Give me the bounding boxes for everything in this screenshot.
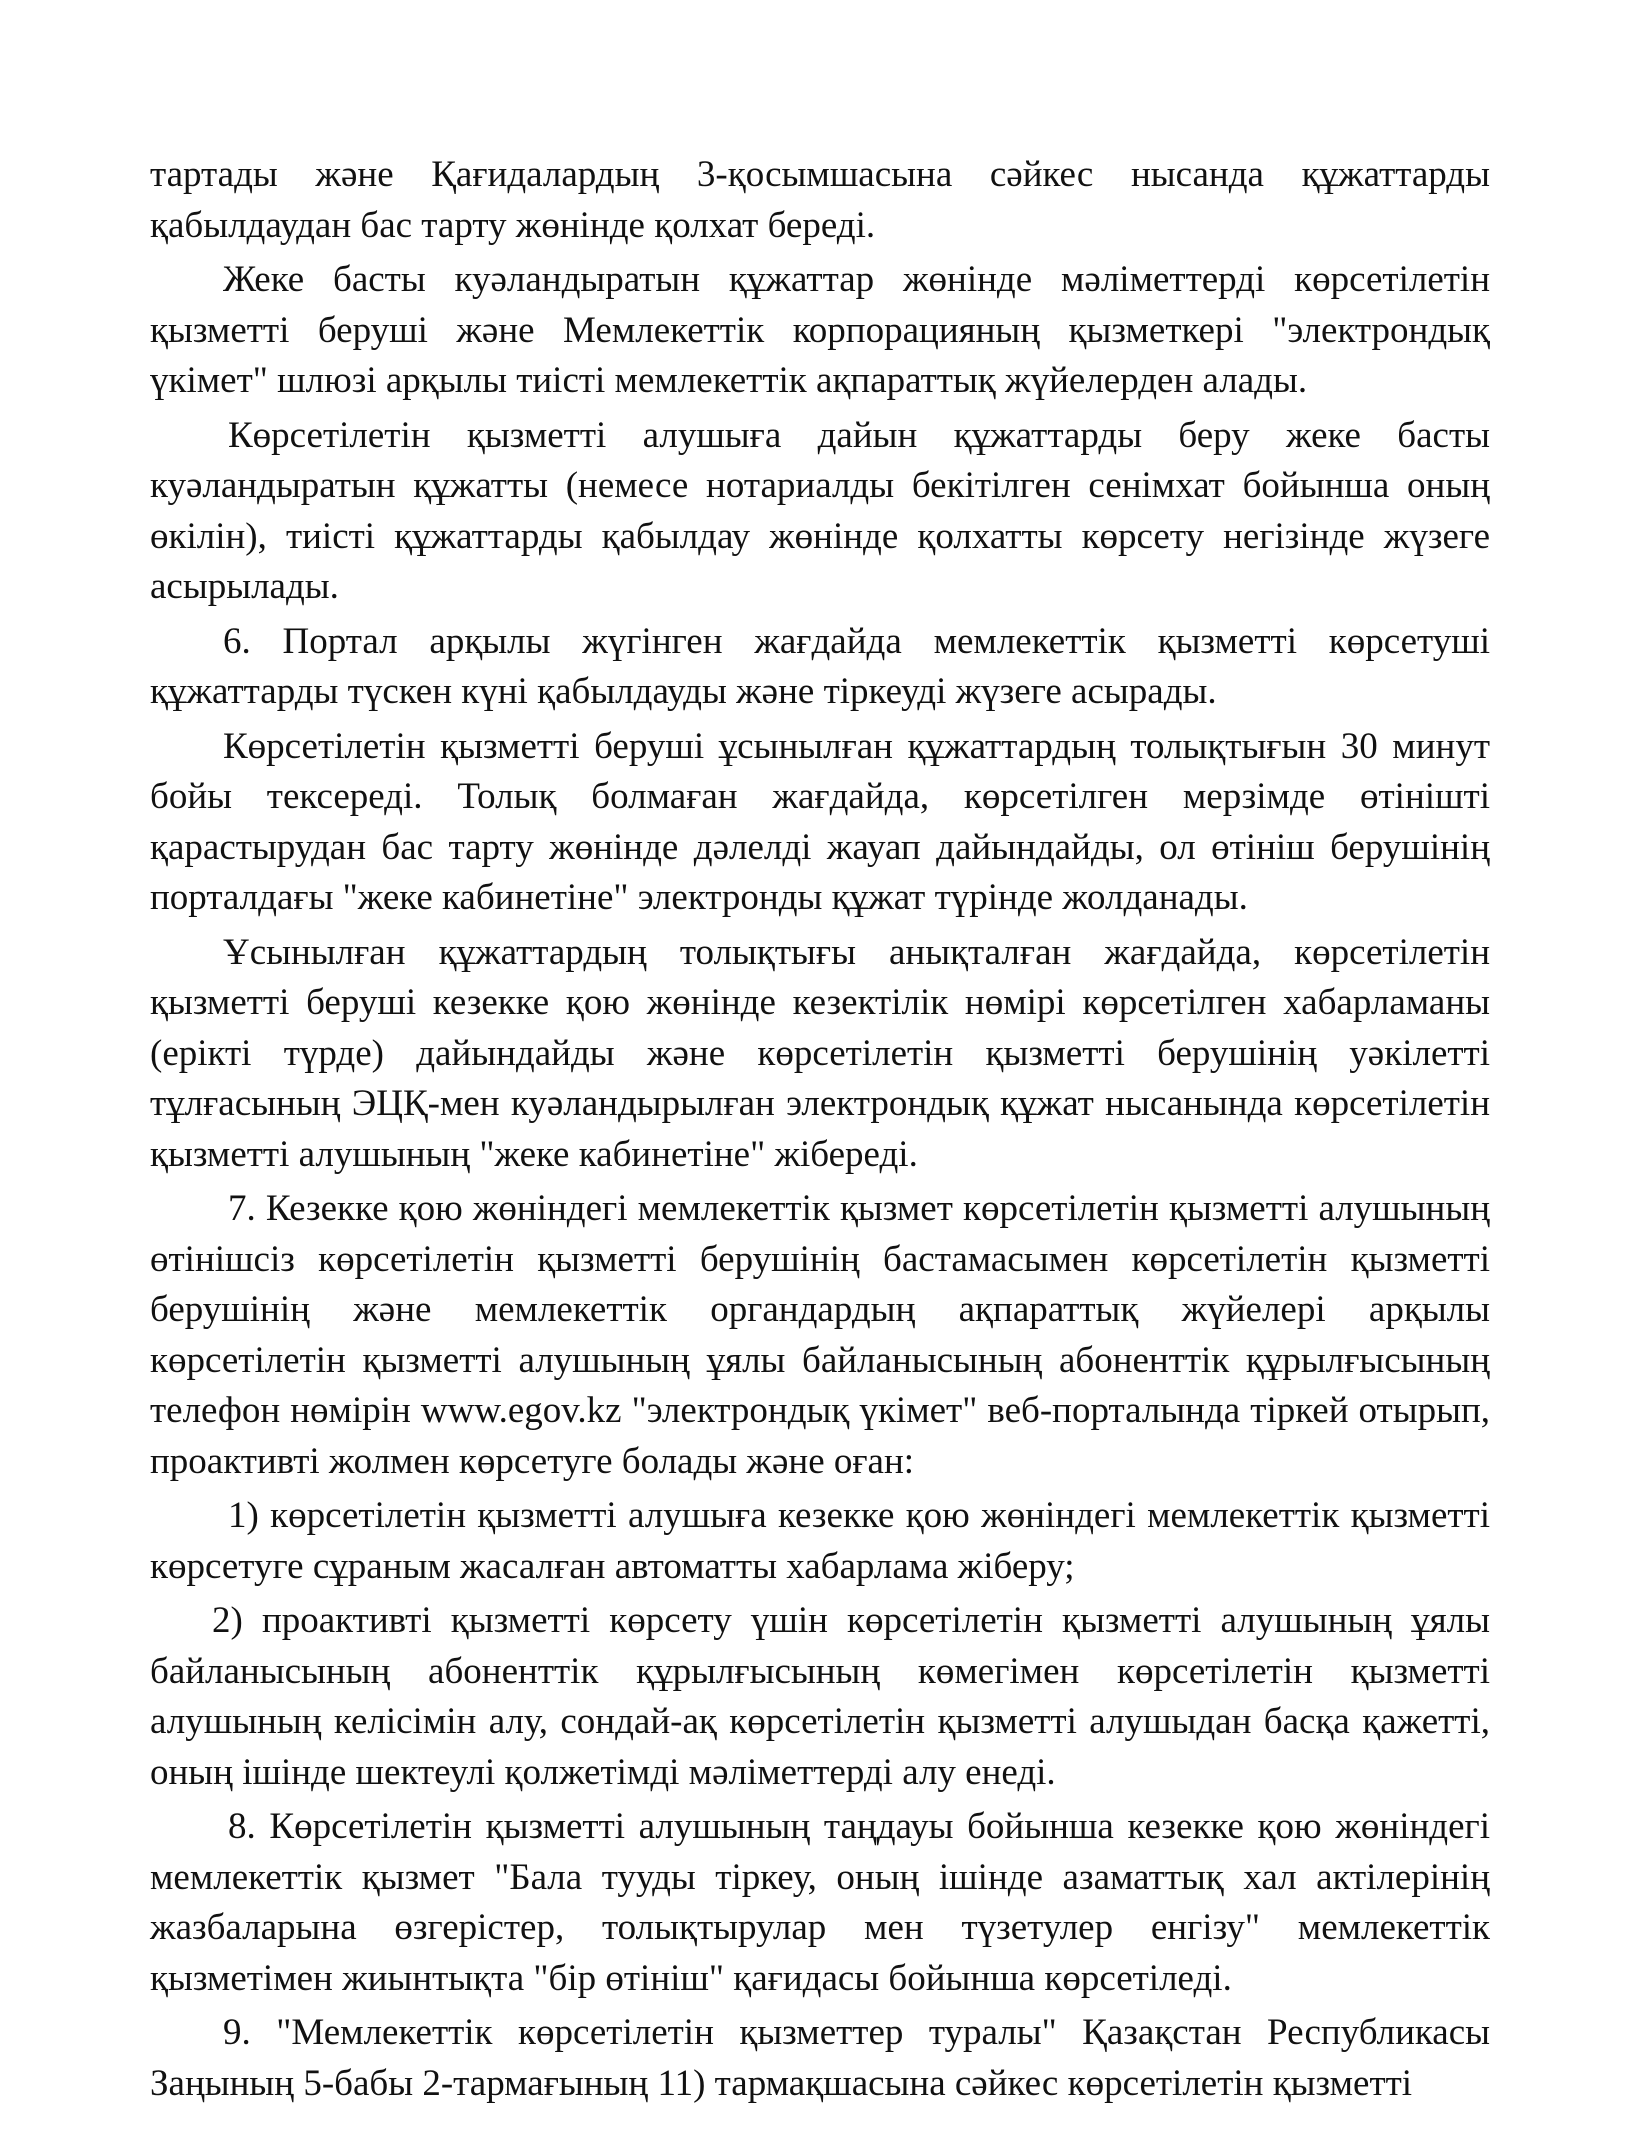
paragraph-item-9: 9. "Мемлекеттік көрсетілетін қызметтер туралы" Қазақстан Республикасы Заңының 5-бабы 2-тармағының 11) тармақшасына сәйкес көрсетілетін қызметті <box>150 2012 1490 2104</box>
paragraph-item-7: 7. Кезекке қою жөніндегі мемлекеттік қызмет көрсетілетін қызметті алушының өтінішсіз көрсетілетін қызметті берушінің бастамасымен көрсетілетін қызметті берушінің және мемлекеттік органдардың ақпараттық жүйелері арқылы көрсетілетін қызметті алушының ұялы байланысының абоненттік құрылғысының телефон нөмірін www.egov.kz "электрондық үкімет" веб-порталында тіркей отырып, проактивті жолмен көрсетуге болады және оған: <box>150 1188 1490 1482</box>
paragraph-completeness-check: Көрсетілетін қызметті беруші ұсынылған құжаттардың толықтығын 30 минут бойы тексереді. Толық болмаған жағдайда, көрсетілген мерзімде өтінішті қарастырудан бас тарту жөнінде дәлелді жауап дайындайды, ол өтініш берушінің порталдағы "жеке кабинетіне" электронды құжат түрінде жолданады. <box>150 725 1490 918</box>
paragraph-subitem-1: 1) көрсетілетін қызметті алушыға кезекке қою жөніндегі мемлекеттік қызметті көрсетуге сұраным жасалған автоматты хабарлама жіберу; <box>150 1495 1490 1587</box>
paragraph-identity-documents: Жеке басты куәландыратын құжаттар жөнінде мәліметтерді көрсетілетін қызметті беруші және Мемлекеттік корпорацияның қызметкері "электрондық үкімет" шлюзі арқылы тиісті мемлекеттік ақпараттық жүйелерден алады. <box>150 259 1490 401</box>
paragraph-queue-notification: Ұсынылған құжаттардың толықтығы анықталған жағдайда, көрсетілетін қызметті беруші кезекке қою жөнінде кезектілік нөмірі көрсетілген хабарламаны (ерікті түрде) дайындайды және көрсетілетін қызметті берушінің уәкілетті тұлғасының ЭЦҚ-мен куәландырылған электрондық құжат нысанында көрсетілетін қызметті алушының "жеке кабинетіне" жібереді. <box>150 931 1490 1175</box>
paragraph-ready-documents: Көрсетілетін қызметті алушыға дайын құжаттарды беру жеке басты куәландыратын құжатты (немесе нотариалды бекітілген сенімхат бойынша оның өкілін), тиісті құжаттарды қабылдау жөнінде қолхатты көрсету негізінде жүзеге асырылады. <box>150 414 1490 607</box>
paragraph-item-6: 6. Портал арқылы жүгінген жағдайда мемлекеттік қызметті көрсетуші құжаттарды түскен күні қабылдауды және тіркеуді жүзеге асырады. <box>150 620 1490 712</box>
paragraph-subitem-2: 2) проактивті қызметті көрсету үшін көрсетілетін қызметті алушының ұялы байланысының абоненттік құрылғысының көмегімен көрсетілетін қызметті алушының келісімін алу, сондай-ақ көрсетілетін қызметті алушыдан басқа қажетті, оның ішінде шектеулі қолжетімді мәліметтерді алу енеді. <box>150 1600 1490 1793</box>
paragraph-continuation: тартады және Қағидалардың 3-қосымшасына сәйкес нысанда құжаттарды қабылдаудан бас тарту жөнінде қолхат береді. <box>150 154 1490 246</box>
paragraph-item-8: 8. Көрсетілетін қызметті алушының таңдауы бойынша кезекке қою жөніндегі мемлекеттік қызмет "Бала тууды тіркеу, оның ішінде азаматтық хал актілерінің жазбаларына өзгерістер, толықтырулар мен түзетулер енгізу" мемлекеттік қызметімен жиынтықта "бір өтініш" қағидасы бойынша көрсетіледі. <box>150 1806 1490 1999</box>
document-page <box>150 150 1490 2109</box>
